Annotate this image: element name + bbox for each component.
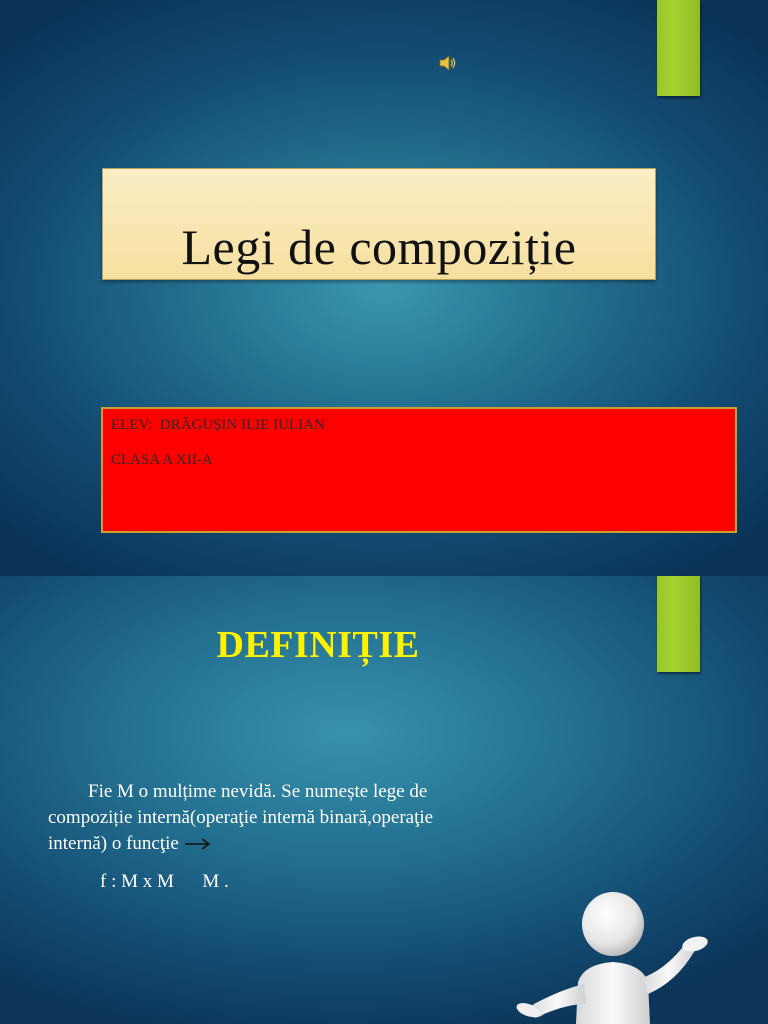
function-formula: f : M x M M .: [100, 871, 229, 892]
speaker-icon[interactable]: [438, 54, 456, 72]
definition-text: [48, 779, 528, 857]
title-box: [102, 168, 656, 280]
slide-title-text: Legi de compoziție: [181, 219, 577, 275]
accent-bar: [657, 0, 700, 96]
student-info-box: [101, 407, 737, 533]
slide-definition: [0, 576, 768, 1024]
definition-line-2: compoziție internă(operaţie internă binară,operaţie: [48, 807, 434, 828]
definition-line-1: Fie M o mulțime nevidă. Se numește lege de: [88, 781, 428, 802]
accent-bar: [657, 576, 700, 672]
class-name: CLASA A XII-A: [111, 452, 213, 468]
student-name: ELEV: DRĂGUȘIN ILIE IULIAN: [111, 417, 325, 433]
3d-person-figure-icon: [514, 886, 714, 1024]
definition-heading: DEFINIȚIE: [216, 624, 420, 666]
definition-line-3: internă) o funcţie: [48, 833, 179, 854]
right-arrow-icon: [184, 836, 212, 852]
